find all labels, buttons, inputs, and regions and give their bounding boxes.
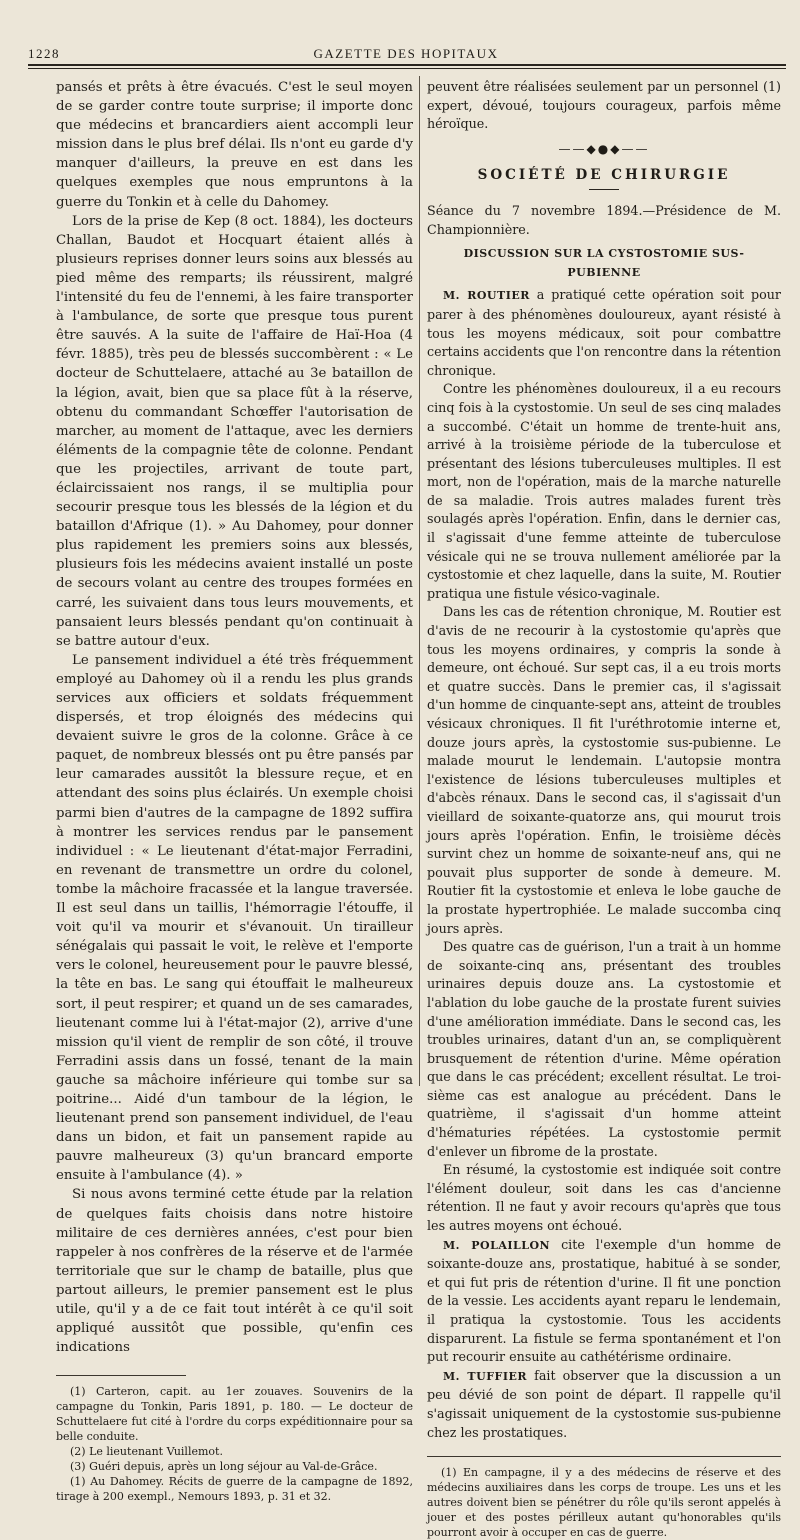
paragraph: Des quatre cas de guérison, l'un a trait à un homme de soixante-cinq ans, présentant des troubles urinaires depuis douze ans. La cystostomie et l'ablation du lobe gauche de la prostate furent suivies d'une amélioration immédiate. Dans le second cas, les troubles urinaires, datant d'un an, se compliquèrent brusquement de rétention d'urine. Même opération que dans le cas précédent; excellent résultat. Le troisième cas est analogue au précédent. Dans le quatrième, il s'agissait d'un homme atteint d'hématuries répétées. La cystostomie permit d'enlever un fibrome de la prostate.: [427, 939, 781, 1159]
paragraph: Contre les phénomènes douloureux, il a eu recours cinq fois à la cystostomie. Un seul de ses cinq malades a succombé. C'était un homme de trente-huit ans, arrivé à la troisième période de la tuberculose et présentant des lésions tuberculeuses multiples. Il est mort, non de l'opération, mais de la marche naturelle de sa maladie. Trois autres malades furent très soulagés après l'opération. Enfin, dans le dernier cas, il s'agissait d'une femme atteinte de tuberculose vésicale qui ne se trouva nullement améliorée par la cystostomie et chez laquelle, dans la suite, M. Routier pratiqua une fistule vésico-vaginale.: [427, 381, 781, 601]
footnote: (1) Au Dahomey. Récits de guerre de la campagne de 1892, tirage à 200 exempl., Nemours 1893, p. 31 et 32.: [56, 1475, 413, 1504]
footnote: (1) Carteron, capit. au 1er zouaves. Souvenirs de la campagne du Tonkin, Paris 1891, p. 180. — Le docteur de Schuttelaere fut cité à l'ordre du corps expéditionnaire pour sa belle conduite.: [56, 1385, 413, 1444]
paragraph: peuvent être réalisées seulement par un personnel (1) expert, dévoué, toujours courageux, parfois même héroïque.: [427, 79, 781, 132]
paragraph: Dans les cas de rétention chronique, M. Routier est d'avis de ne recourir à la cystostomie qu'après que tous les moyens ordinaires, y compris la sonde à demeure, ont échoué. Sur sept cas, il a eu trois morts et quatre succès. Dans le premier cas, il s'agissait d'un homme de cinquante-sept ans, atteint de troubles vésicaux chroniques. Il fit l'uréthrotomie interne et, douze jours après, la cystostomie sus-pubienne. Le malade mourut le lendemain. L'autopsie montra l'existence de lésions tuberculeuses multiples et d'abcès rénaux. Dans le second cas, il s'agissait d'un vieillard de soixante-quatorze ans, qui mourut trois jours après l'opération. Enfin, le troisième décès survint chez un homme de soixante-neuf ans, qui ne pouvait plus supporter de sonde à demeure. M. Routier fit la cystostomie et enleva le lobe gauche de la prostate hypertrophiée. Le malade succomba cinq jours après.: [427, 604, 781, 936]
section-ornament: ——◆●◆——: [558, 141, 650, 156]
paragraph: Le pansement individuel a été très fréquemment employé au Dahomey où il a rendu les plus grands services aux officiers et soldats fréquemment dispersés, et trop éloignés des médecins qui devaient suivre le gros de la colonne. Grâce à ce paquet, de nombreux blessés ont pu être pansés par leur camarades aussitôt la blessure reçue, et en attendant des soins plus éclairés. Un exemple choisi parmi bien d'autres de la campagne de 1892 suffira à montrer les services rendus par le pansement individuel : « Le lieutenant d'état-major Ferradini, en revenant de transmettre un ordre du colonel, tombe la mâchoire fracassée et la langue traversée. Il est seul dans un taillis, l'hémorragie l'étouffe, il voit qu'il va mourir et s'évanouit. Un tirailleur sénégalais qui passait le voit, le relève et l'emporte vers le colonel, heureusement pour le pauvre blessé, la tête en bas. Le sang qui étouffait le malheureux sort, il peut respirer; et quand un de ses camarades, lieutenant comme lui à l'état-major (2), arrive d'une mission qu'il vient de remplir de son côté, il trouve Ferradini assis dans un fossé, tenant de la main gauche sa mâchoire inférieure qui tombe sur sa poitrine... Aidé d'un tambour de la légion, le lieutenant prend son pansement individuel, de l'eau dans un bidon, et fait un pansement rapide au pauvre malheureux (3) qu'un brancard emporte ensuite à l'ambulance (4). »: [56, 652, 413, 1184]
footnotes: [56, 1384, 413, 1504]
right-column: [427, 78, 781, 1540]
section-title: SOCIÉTÉ DE CHIRURGIE: [477, 167, 731, 184]
speaker-name: M. ROUTIER: [443, 289, 530, 303]
column-divider: [419, 76, 420, 1086]
paragraph: En résumé, la cystostomie est indiquée soit contre l'élément douleur, soit dans les cas d'ancienne rétention. Il ne faut y avoir recours qu'après que tous les autres moyens ont échoué.: [427, 1162, 781, 1234]
left-column: [56, 78, 413, 1504]
footnote: (1) En campagne, il y a des médecins de réserve et des médecins auxiliaires dans les corps de troupe. Les uns et les autres doivent bien se pénétrer du rôle qu'ils seront appelés à jouer et des postes périlleux autant qu'honorables qu'ils pourront avoir à occuper en cas de guerre.: [427, 1466, 781, 1540]
journal-title: GAZETTE DES HOPITAUX: [313, 46, 499, 61]
footnote: (2) Le lieutenant Vuillemot.: [70, 1445, 223, 1459]
paragraph: M. POLAILLON cite l'exemple d'un homme de soixante-douze ans, prostatique, habitué à se sonder, et qui fut pris de rétention d'urine. Il fit une ponction de la vessie. Les accidents ayant reparu le lendemain, il pratiqua la cystostomie. Tous les accidents disparurent. La fistule se ferma spontanément et l'on put recourir ensuite au cathétérisme ordinaire.: [427, 1236, 781, 1365]
discussion-title: DISCUSSION SUR LA CYSTOSTOMIE SUS-PUBIENNE: [463, 247, 745, 279]
page-header: [28, 40, 784, 62]
title-rule: [589, 189, 619, 190]
session-line: Séance du 7 novembre 1894.—Présidence de M. Championnière.: [427, 202, 781, 237]
page-number: 1228: [28, 46, 60, 61]
header-rule-thin: [28, 68, 786, 69]
paragraph: M. ROUTIER a pratiqué cette opération soit pour parer à des phénomènes douloureux, ayant résisté à tous les moyens médicaux, soit pour combattre certains accidents que l'on rencontre dans la rétention chronique.: [427, 287, 781, 378]
header-rule: [28, 64, 786, 66]
footnotes: [427, 1465, 781, 1540]
footnote-rule: [427, 1456, 781, 1457]
speaker-name: M. TUFFIER: [443, 1369, 527, 1383]
paragraph: pansés et prêts à être évacués. C'est le seul moyen de se garder contre toute surprise; il importe donc que médecins et brancardiers aient accompli leur mission dans le plus bref délai. Ils n'ont eu garde d'y manquer d'ailleurs, la preuve en est dans les quelques exemples que nous empruntons à la guerre du Tonkin et à celle du Dahomey.: [56, 80, 413, 210]
paragraph: Si nous avons terminé cette étude par la relation de quelques faits choisis dans notre histoire militaire de ces dernières années, c'est pour bien rappeler à nos confrères de la réserve et de l'armée territoriale que sur le champ de bataille, plus que partout ailleurs, le premier pansement est le plus utile, qu'il y a de ce fait tout intérêt à ce qu'il soit appliqué aussitôt que possible, qu'enfin ces indications: [56, 1187, 413, 1356]
speaker-name: M. POLAILLON: [443, 1238, 551, 1252]
paragraph: Lors de la prise de Kep (8 oct. 1884), les docteurs Challan, Baudot et Hocquart étaient allés à plusieurs reprises donner leurs soins aux blessés au pied même des remparts; ils réussirent, malgré l'intensité du feu de l'ennemi, à les faire transporter à l'ambulance, de sorte que presque tous purent être sauvés. A la suite de l'affaire de Haï-Hoa (4 févr. 1885), très peu de blessés succombèrent : « Le docteur de Schuttelaere, attaché au 3e bataillon de la légion, avait, bien que sa place fût à la réserve, obtenu du commandant Schœffer l'autorisation de marcher, au moment de l'attaque, avec les derniers éléments de la compagnie tête de colonne. Pendant que les projectiles, arrivant de toute part, éclaircissaient nos rangs, il se multiplia pour secourir presque tous les blessés de la légion et du bataillon d'Afrique (1). » Au Dahomey, pour donner plus rapidement les premiers soins aux blessés, plusieurs fois les médecins avaient installé un poste de secours volant au centre des troupes formées en carré, les suivaient dans tous leurs mouvements, et pansaient leurs blessés pendant qu'on continuait à se battre autour d'eux.: [56, 213, 413, 649]
paragraph: M. TUFFIER fait observer que la discussion a un peu dévié de son point de départ. Il rappelle qu'il s'agissait uniquement de la cystostomie sus-pubienne chez les prostatiques.: [427, 1367, 782, 1440]
footnote-rule: [56, 1375, 186, 1376]
footnote: (3) Guéri depuis, après un long séjour au Val-de-Grâce.: [70, 1460, 378, 1474]
